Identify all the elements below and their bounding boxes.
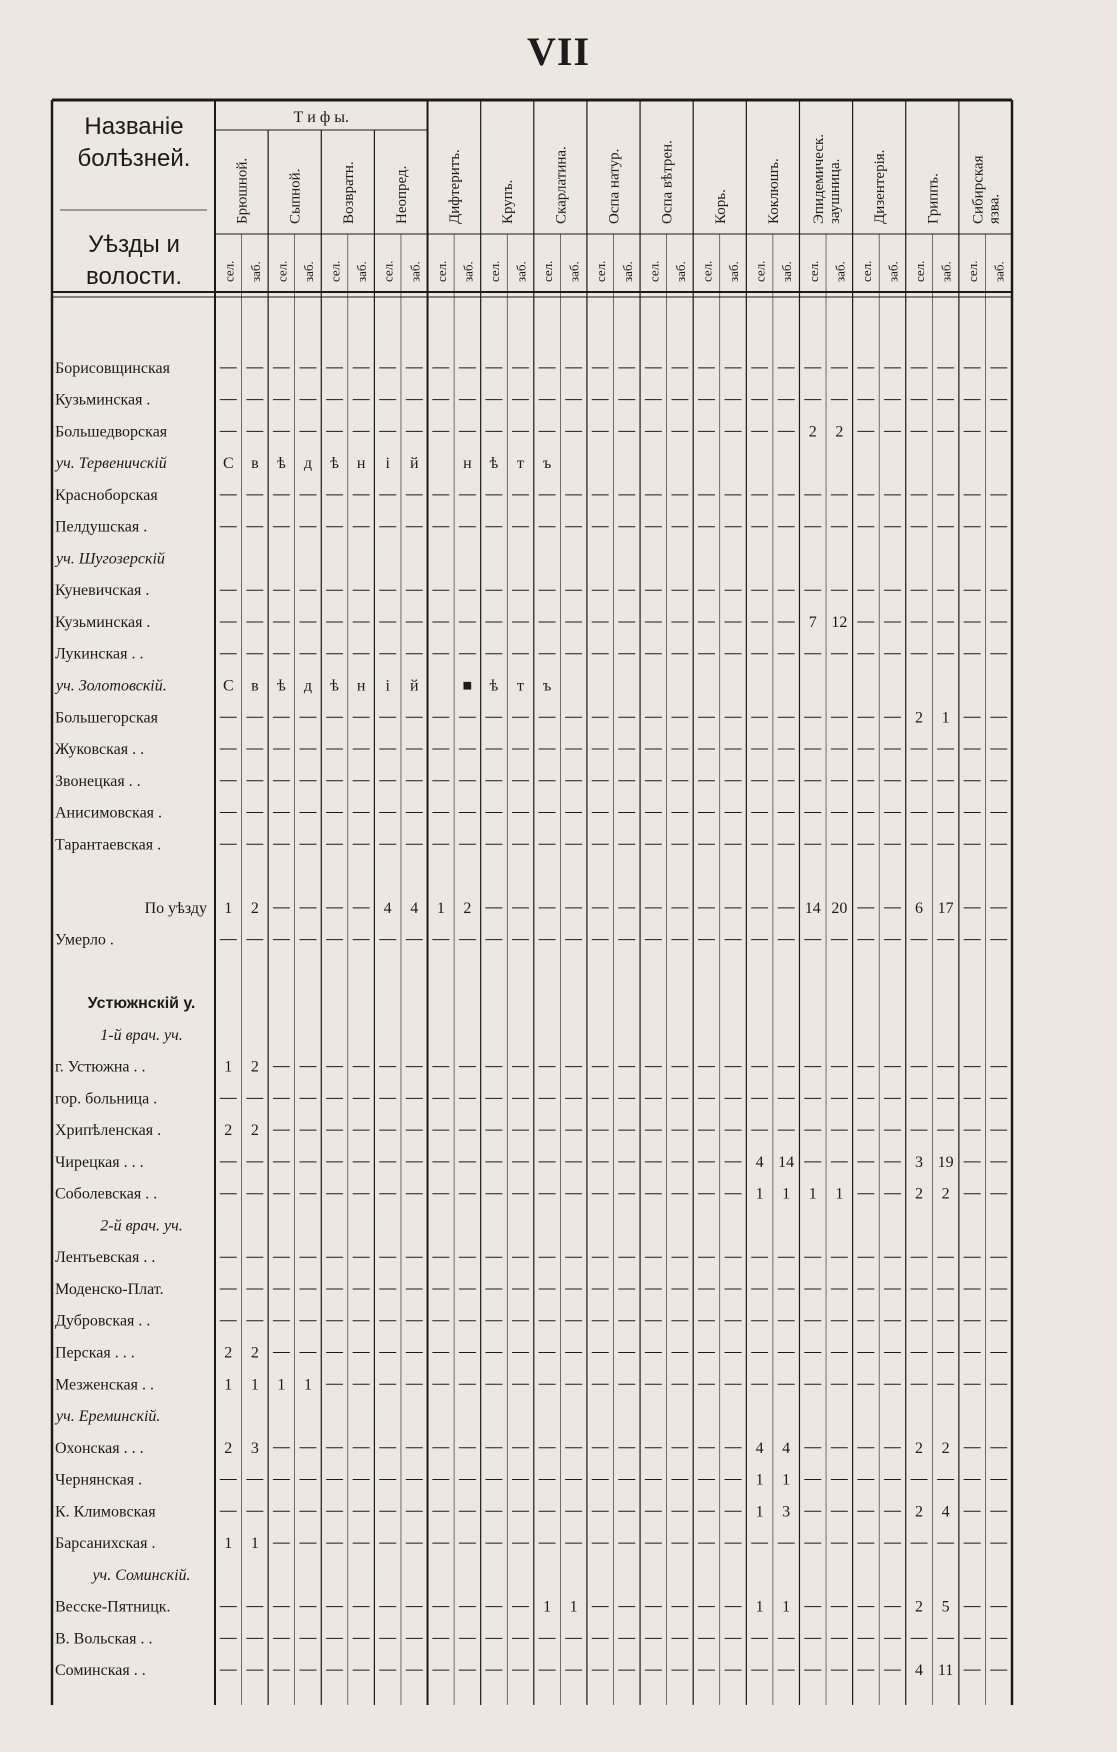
disease-name: Скарлатина. xyxy=(553,146,570,224)
note-letter: т xyxy=(517,455,525,473)
disease-name: Сибирская xyxy=(970,155,987,224)
sub-header-sel: сел. xyxy=(433,260,449,282)
cell-value: 2 xyxy=(224,1439,233,1457)
sub-header-sel: сел. xyxy=(805,260,821,282)
row-label: Хрипѣленская . xyxy=(55,1122,162,1140)
total-label: По уѣзду xyxy=(144,899,207,917)
disease-name: Крупъ. xyxy=(500,179,517,224)
row-label: Моденско-Плат. xyxy=(55,1280,164,1298)
cell-value: 2 xyxy=(224,1344,233,1362)
cell-value: 4 xyxy=(915,1662,924,1680)
cell-value: 2 xyxy=(941,1439,950,1457)
row-label: Соминская . . xyxy=(55,1662,146,1680)
cell-value: 4 xyxy=(782,1439,791,1457)
district-title: Уѣзды и xyxy=(88,231,180,258)
cell-value: 1 xyxy=(782,1185,791,1203)
sub-header-sel: сел. xyxy=(646,260,662,282)
note-letter: і xyxy=(385,455,390,473)
cell-value: 1 xyxy=(250,1535,259,1553)
note-letter: д xyxy=(303,455,313,473)
cell-value: 1 xyxy=(808,1185,817,1203)
sub-header-sel: сел. xyxy=(912,260,928,282)
row-label: Барсанихская . xyxy=(55,1535,156,1553)
note-letter: ■ xyxy=(462,677,473,695)
cell-value: 2 xyxy=(915,1598,924,1616)
cell-value: 14 xyxy=(778,1153,795,1171)
row-label: Тарантаевская . xyxy=(55,836,162,854)
disease-name: Оспа вѣтрен. xyxy=(659,140,676,224)
cell-value: 2 xyxy=(224,1122,233,1140)
sub-header-sel: сел. xyxy=(699,260,715,282)
cell-value: 3 xyxy=(250,1439,259,1457)
cell-value: 4 xyxy=(755,1153,764,1171)
cell-value: 1 xyxy=(224,1058,233,1076)
disease-name: Корь. xyxy=(712,189,729,224)
district-title: волости. xyxy=(86,263,182,290)
cell-value: 1 xyxy=(224,899,233,917)
cell-value: 4 xyxy=(755,1439,764,1457)
note-letter: в xyxy=(251,677,259,695)
disease-name: Брюшной. xyxy=(234,157,251,224)
row-label: гор. больница . xyxy=(55,1090,158,1108)
cell-value: 2 xyxy=(915,1185,924,1203)
sub-header-sel: сел. xyxy=(380,260,396,282)
row-label: В. Вольская . . xyxy=(55,1630,153,1648)
cell-value: 19 xyxy=(937,1153,954,1171)
disease-name: Оспа натур. xyxy=(606,148,623,224)
disease-name: Дифтеритъ. xyxy=(447,149,464,224)
cell-value: 12 xyxy=(831,613,848,631)
row-label: г. Устюжна . . xyxy=(55,1058,146,1076)
disease-name: Сыпной. xyxy=(287,168,304,224)
row-label: Большегорская xyxy=(55,709,158,727)
cell-value: 1 xyxy=(941,709,950,727)
note-letter: ъ xyxy=(542,677,552,695)
disease-name: заушница. xyxy=(827,158,844,224)
note-letter: й xyxy=(409,677,419,695)
row-label: Лентьевская . . xyxy=(55,1249,156,1267)
cell-value: 1 xyxy=(543,1598,552,1616)
sub-header-sel: сел. xyxy=(540,260,556,282)
row-label: Анисимовская . xyxy=(55,804,163,822)
sub-header-zab: заб. xyxy=(619,261,635,282)
typhus-group-label: Т и ф ы. xyxy=(293,109,349,126)
cell-value: 6 xyxy=(915,899,924,917)
cell-value: 17 xyxy=(937,899,954,917)
cell-value: 1 xyxy=(755,1185,764,1203)
sub-header-sel: сел. xyxy=(752,260,768,282)
section-label: уч. Золотовскій. xyxy=(56,677,167,695)
sub-header-zab: заб. xyxy=(832,261,848,282)
note-letter: ъ xyxy=(542,455,552,473)
sub-header-zab: заб. xyxy=(300,261,316,282)
sub-header-sel: сел. xyxy=(486,260,502,282)
disease-name: язва. xyxy=(986,193,1003,224)
sub-header-sel: сел. xyxy=(858,260,874,282)
row-label: Мезженская . . xyxy=(55,1376,154,1394)
cell-value: 1 xyxy=(224,1535,233,1553)
note-letter: ѣ xyxy=(489,455,499,473)
note-letter: ѣ xyxy=(330,677,339,695)
cell-value: 2 xyxy=(250,1058,259,1076)
note-letter: й xyxy=(409,455,419,473)
cell-value: 2 xyxy=(463,899,472,917)
note-letter: н xyxy=(463,455,472,473)
note-letter: ѣ xyxy=(277,455,286,473)
sub-header-zab: заб. xyxy=(407,261,423,282)
row-label: Чернянская . xyxy=(55,1471,143,1489)
disease-name: Возвратн. xyxy=(340,161,357,224)
sub-header-zab: заб. xyxy=(460,261,476,282)
cell-value: 1 xyxy=(250,1376,259,1394)
sub-header-zab: заб. xyxy=(672,261,688,282)
row-label: Охонская . . . xyxy=(55,1439,144,1457)
cell-value: 3 xyxy=(915,1153,924,1171)
note-letter: ѣ xyxy=(330,455,339,473)
cell-value: 1 xyxy=(436,899,445,917)
row-label: Умерло . xyxy=(55,931,114,949)
cell-value: 1 xyxy=(277,1376,286,1394)
sub-header-zab: заб. xyxy=(566,261,582,282)
row-label: Кузьминская . xyxy=(55,613,151,631)
cell-value: 1 xyxy=(835,1185,844,1203)
sub-header-sel: сел. xyxy=(327,260,343,282)
row-label: Жуковская . . xyxy=(55,741,145,759)
disease-name: Неопред. xyxy=(393,165,410,224)
note-letter: в xyxy=(251,455,259,473)
row-label: Соболевская . . xyxy=(55,1185,158,1203)
sub-header-zab: заб. xyxy=(991,261,1007,282)
page-number: VII xyxy=(526,29,591,74)
cell-value: 20 xyxy=(831,899,848,917)
sub-header-zab: заб. xyxy=(513,261,529,282)
sub-header-sel: сел. xyxy=(593,260,609,282)
cell-value: 2 xyxy=(250,1122,259,1140)
note-letter: н xyxy=(356,455,366,473)
disease-title: Названіе xyxy=(84,113,184,140)
sub-header-sel: сел. xyxy=(274,260,290,282)
note-letter: і xyxy=(385,677,390,695)
row-label: Пелдушская . xyxy=(55,518,148,536)
row-label: Весске-Пятницк. xyxy=(55,1598,171,1616)
cell-value: 1 xyxy=(303,1376,312,1394)
cell-value: 2 xyxy=(808,423,817,441)
cell-value: 2 xyxy=(915,1503,924,1521)
section-label: уч. Ереминскій. xyxy=(56,1408,161,1426)
note-letter: н xyxy=(356,677,366,695)
cell-value: 1 xyxy=(755,1503,764,1521)
sub-header-zab: заб. xyxy=(726,261,742,282)
cell-value: 11 xyxy=(937,1662,954,1680)
row-label: Борисовщинская xyxy=(55,359,170,377)
row-label: Красноборская xyxy=(55,486,158,504)
cell-value: 3 xyxy=(782,1503,791,1521)
note-letter: д xyxy=(303,677,313,695)
cell-value: 2 xyxy=(915,709,924,727)
section-label: 2-й врач. уч. xyxy=(100,1217,183,1235)
cell-value: 14 xyxy=(804,899,821,917)
sub-header-sel: сел. xyxy=(221,260,237,282)
note-letter: ѣ xyxy=(489,677,499,695)
note-letter: С xyxy=(222,677,234,695)
note-letter: ѣ xyxy=(277,677,286,695)
disease-title: болѣзней. xyxy=(77,145,191,172)
sub-header-sel: сел. xyxy=(965,260,981,282)
row-label: Большедворская xyxy=(55,423,168,441)
cell-value: 1 xyxy=(782,1471,791,1489)
row-label: Звонецкая . . xyxy=(55,772,141,790)
row-label: Перская . . . xyxy=(55,1344,135,1362)
sub-header-zab: заб. xyxy=(885,261,901,282)
section-label: уч. Соминскій. xyxy=(92,1566,191,1584)
cell-value: 2 xyxy=(250,899,259,917)
sub-header-zab: заб. xyxy=(779,261,795,282)
row-label: Чирецкая . . . xyxy=(55,1153,144,1171)
disease-name: Коклюшъ. xyxy=(765,158,782,224)
row-label: Лукинская . . xyxy=(55,645,144,663)
cell-value: 2 xyxy=(835,423,844,441)
cell-value: 2 xyxy=(250,1344,259,1362)
cell-value: 1 xyxy=(782,1598,791,1616)
disease-name: Гриппъ. xyxy=(925,173,942,224)
cell-value: 7 xyxy=(808,613,817,631)
disease-name: Дизентерія. xyxy=(872,149,889,224)
cell-value: 1 xyxy=(755,1598,764,1616)
row-label: К. Климовская xyxy=(55,1503,156,1521)
cell-value: 1 xyxy=(224,1376,233,1394)
section-label: уч. Тервеничскій xyxy=(56,455,167,473)
cell-value: 4 xyxy=(941,1503,950,1521)
section-label: уч. Шугозерскій xyxy=(56,550,165,568)
note-letter: С xyxy=(222,455,234,473)
cell-value: 4 xyxy=(383,899,392,917)
row-label: Дубровская . . xyxy=(55,1312,151,1330)
cell-value: 2 xyxy=(915,1439,924,1457)
sub-header-zab: заб. xyxy=(938,261,954,282)
note-letter: т xyxy=(517,677,525,695)
cell-value: 4 xyxy=(410,899,419,917)
disease-name: Эпидемическ. xyxy=(811,133,828,224)
cell-value: 5 xyxy=(941,1598,950,1616)
sub-header-zab: заб. xyxy=(247,261,263,282)
cell-value: 2 xyxy=(941,1185,950,1203)
row-label: Куневичская . xyxy=(55,582,150,600)
section-label: 1-й врач. уч. xyxy=(100,1026,183,1044)
sub-header-zab: заб. xyxy=(354,261,370,282)
cell-value: 1 xyxy=(755,1471,764,1489)
cell-value: 1 xyxy=(569,1598,578,1616)
district-section-label: Устюжнскій у. xyxy=(87,995,196,1013)
row-label: Кузьминская . xyxy=(55,391,151,409)
